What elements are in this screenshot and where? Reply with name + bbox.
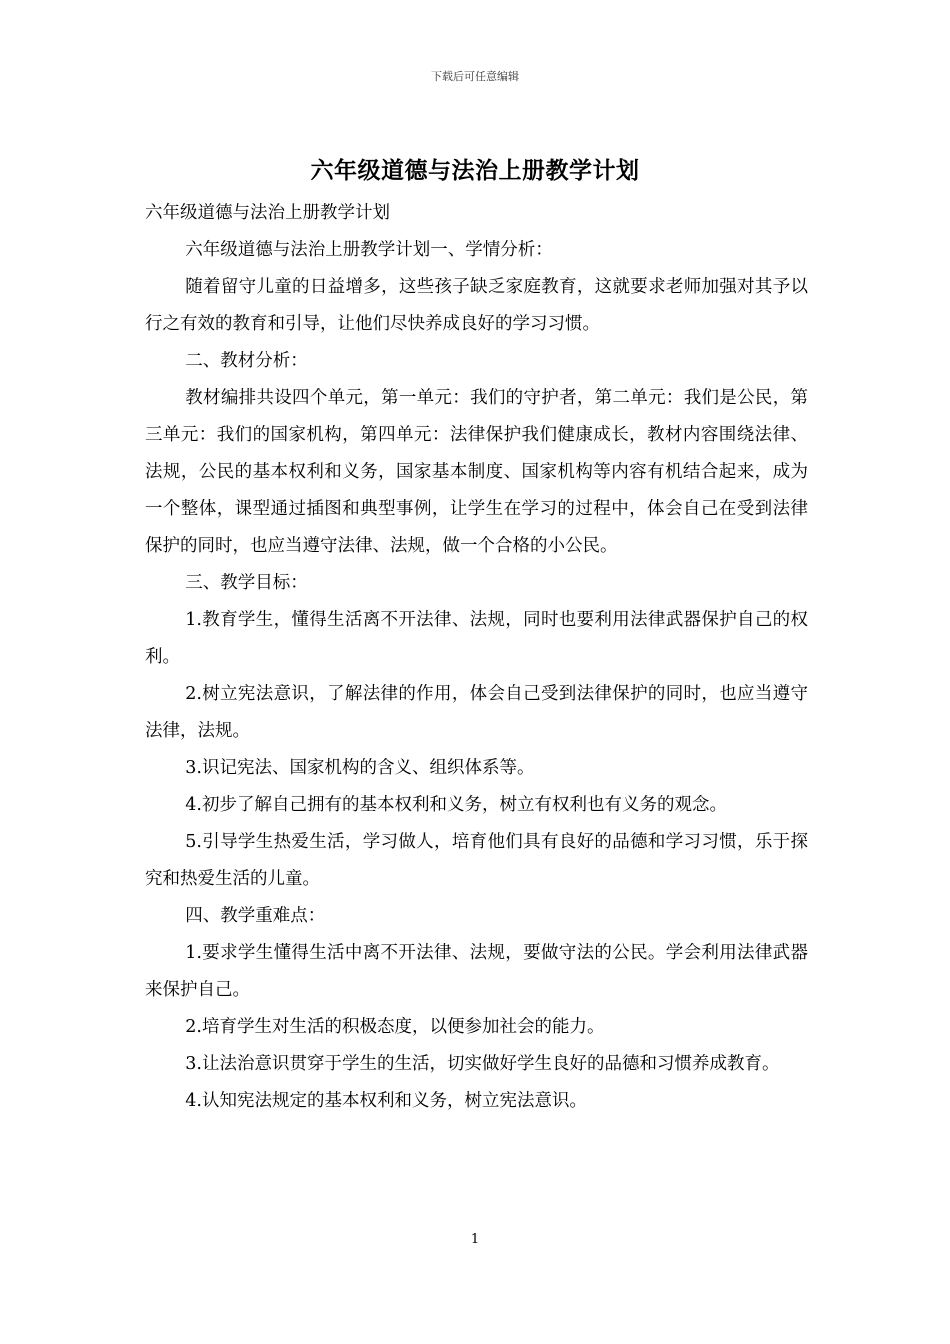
document-title: 六年级道德与法治上册教学计划	[310, 157, 640, 184]
paragraph-textbook-analysis: 教材编排共设四个单元，第一单元：我们的守护者，第二单元：我们是公民，第三单元：我们的国家机构，第四单元：法律保护我们健康成长，教材内容围绕法律、法规，公民的基本权利和义务，国家基本制度、国家机构等内容有机结合起来，成为一个整体，课型通过插图和典型事例，让学生在学习的过程中，体会自己在受到法律保护的同时，也应当遵守法律、法规，做一个合格的小公民。	[145, 388, 808, 556]
paragraph-key-point-4: 4.认知宪法规定的基本权利和义务，树立宪法意识。	[185, 1091, 587, 1111]
page-number: 1	[470, 1232, 480, 1247]
paragraph-section-1-heading: 六年级道德与法治上册教学计划一、学情分析：	[185, 240, 553, 260]
paragraph-subtitle: 六年级道德与法治上册教学计划	[145, 203, 390, 223]
paragraph-goal-5: 5.引导学生热爱生活，学习做人，培育他们具有良好的品德和学习习惯，乐于探究和热爱生活的儿童。	[145, 832, 808, 889]
document-body	[145, 195, 808, 1120]
paragraph-student-analysis: 随着留守儿童的日益增多，这些孩子缺乏家庭教育，这就要求老师加强对其予以行之有效的教育和引导，让他们尽快养成良好的学习习惯。	[145, 277, 808, 334]
paragraph-key-point-2: 2.培育学生对生活的积极态度，以便参加社会的能力。	[185, 1017, 605, 1037]
header-note: 下载后可任意编辑	[431, 70, 519, 83]
paragraph-goal-2: 2.树立宪法意识，了解法律的作用，体会自己受到法律保护的同时，也应当遵守法律，法规。	[145, 684, 808, 741]
paragraph-section-3-heading: 三、教学目标：	[185, 573, 308, 593]
paragraph-goal-4: 4.初步了解自己拥有的基本权利和义务，树立有权利也有义务的观念。	[185, 795, 727, 815]
paragraph-goal-3: 3.识记宪法、国家机构的含义、组织体系等。	[185, 758, 535, 778]
paragraph-key-point-3: 3.让法治意识贯穿于学生的生活，切实做好学生良好的品德和习惯养成教育。	[185, 1054, 780, 1074]
paragraph-section-4-heading: 四、教学重难点：	[185, 906, 326, 926]
paragraph-section-2-heading: 二、教材分析：	[185, 351, 308, 371]
paragraph-goal-1: 1.教育学生，懂得生活离不开法律、法规，同时也要利用法律武器保护自己的权利。	[145, 610, 808, 667]
paragraph-key-point-1: 1.要求学生懂得生活中离不开法律、法规，要做守法的公民。学会利用法律武器来保护自己。	[145, 943, 808, 1000]
